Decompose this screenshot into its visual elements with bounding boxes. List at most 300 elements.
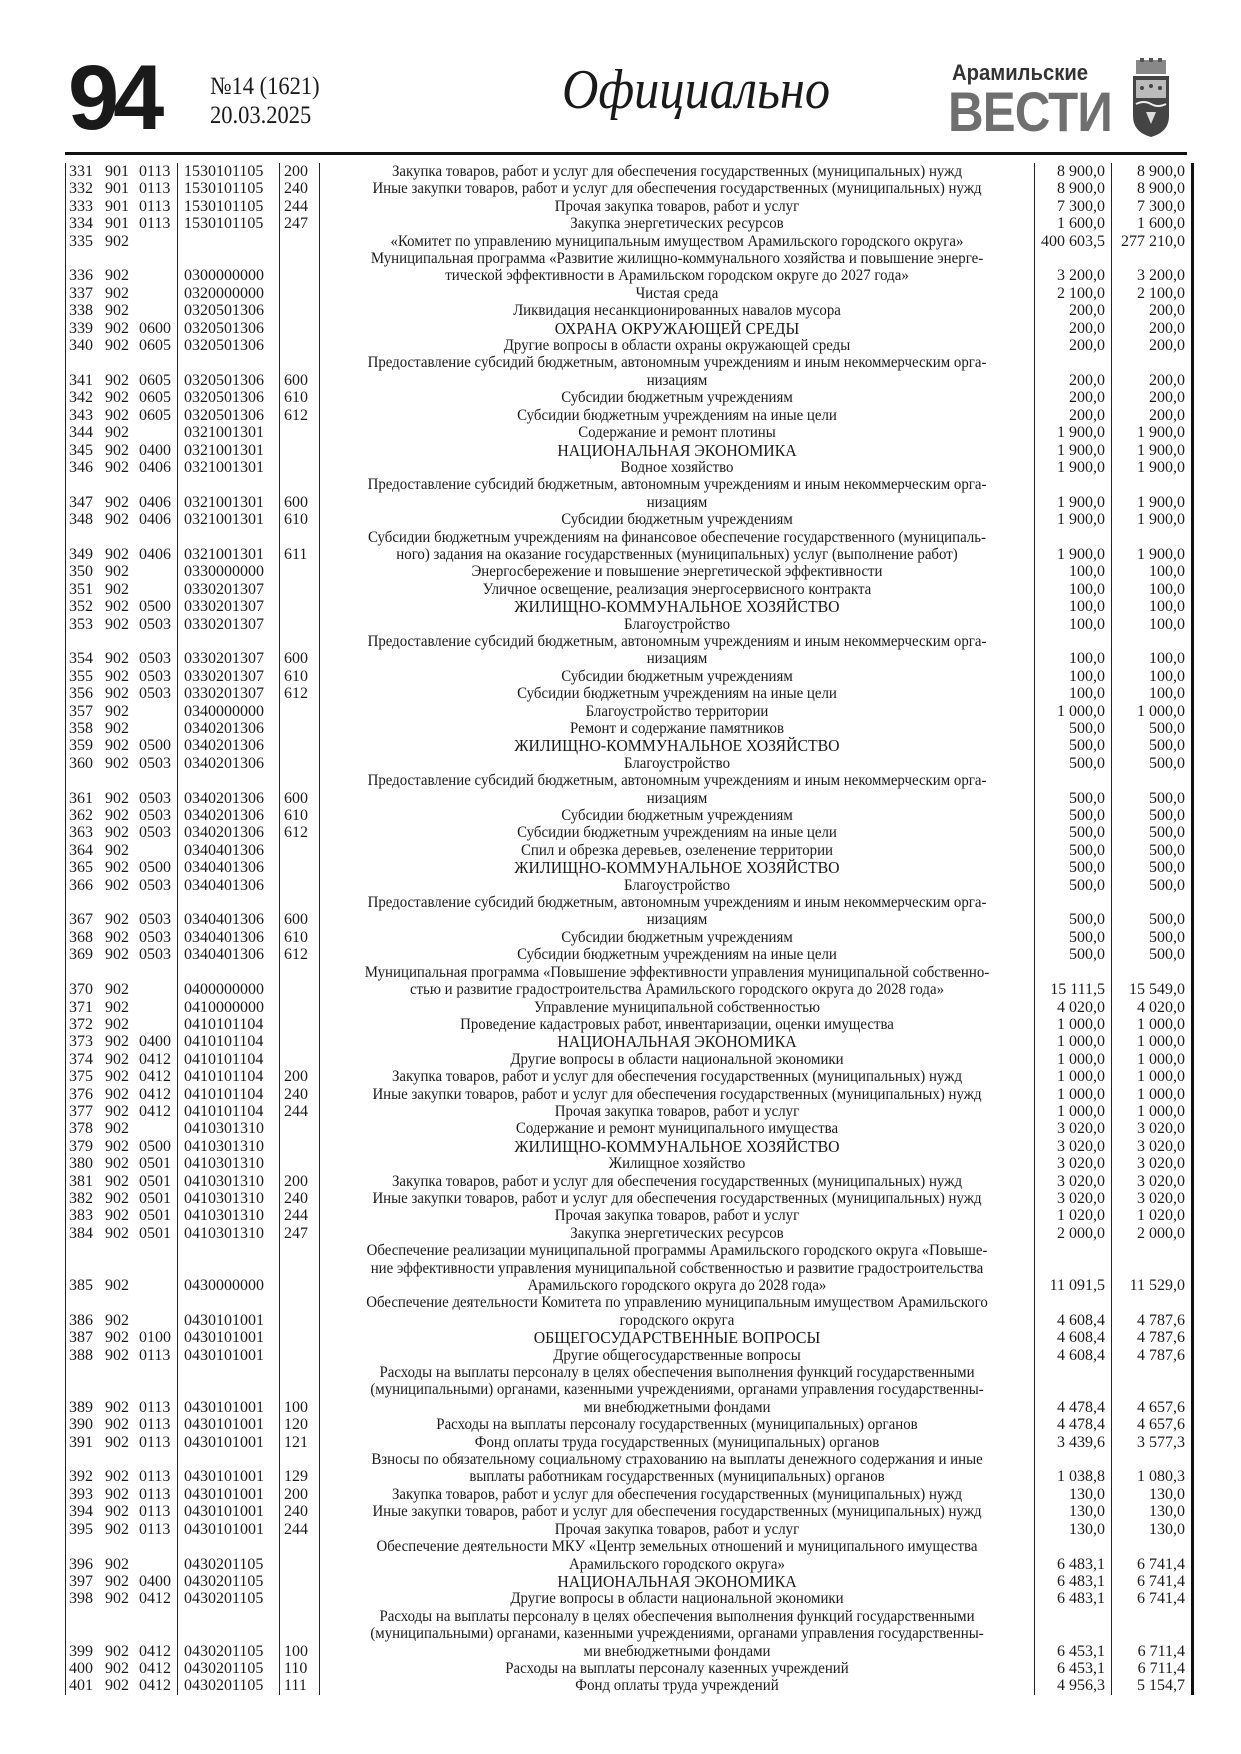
amount-2027-cell — [1112, 1103, 1189, 1120]
amount-year1: 500,0 — [1069, 876, 1105, 894]
row-codes-cell — [66, 424, 178, 441]
table-row — [66, 772, 1191, 807]
row-number: 397 — [69, 1572, 93, 1590]
description-line: Прочая закупка товаров, работ и услуг — [554, 197, 800, 215]
expense-type-cell — [280, 1120, 320, 1137]
row-codes-cell — [66, 859, 178, 876]
amount-2027-cell — [1112, 1016, 1189, 1033]
amount-year1: 1 000,0 — [1057, 1050, 1105, 1068]
amount-2026-cell — [1035, 215, 1112, 232]
description-cell — [320, 1068, 1035, 1085]
target-article-code: 0320501306 — [184, 371, 264, 389]
row-number: 399 — [69, 1642, 93, 1660]
expense-type-cell — [280, 1051, 320, 1068]
expense-type-cell — [280, 999, 320, 1016]
amount-2026-cell — [1035, 1486, 1112, 1503]
amount-2026-cell — [1035, 459, 1112, 476]
amount-year2: 3 577,3 — [1137, 1433, 1185, 1451]
row-number: 382 — [69, 1189, 93, 1207]
row-codes-cell — [66, 442, 178, 459]
amount-year1: 3 020,0 — [1057, 1120, 1105, 1138]
table-row — [66, 807, 1191, 824]
target-article-cell — [178, 598, 280, 615]
expense-type-cell — [280, 1434, 320, 1451]
department-code: 902 — [105, 1068, 129, 1086]
department-code: 902 — [105, 1102, 129, 1120]
department-code: 902 — [105, 232, 129, 250]
row-codes-cell — [66, 233, 178, 250]
expense-type-cell — [280, 616, 320, 633]
amount-year1: 3 020,0 — [1057, 1172, 1105, 1190]
section-code: 0503 — [139, 824, 171, 842]
row-codes-cell — [66, 737, 178, 754]
department-code: 902 — [105, 598, 129, 616]
description-cell — [320, 1120, 1035, 1137]
description-line: Предоставление субсидий бюджетным, автономным учреждениям и иным некоммерческим орга- — [367, 354, 987, 372]
target-article-code: 0430101001 — [184, 1485, 264, 1503]
row-codes-cell — [66, 215, 178, 232]
description-line: Уличное освещение, реализация энергосервисного контракта — [482, 580, 872, 598]
table-row — [66, 1329, 1191, 1346]
row-codes-cell — [66, 894, 178, 929]
row-number: 339 — [69, 319, 93, 337]
target-article-cell — [178, 320, 280, 337]
section-code: 0605 — [139, 389, 171, 407]
expense-type-cell — [280, 442, 320, 459]
amount-year2: 1 020,0 — [1137, 1207, 1185, 1225]
target-article-cell — [178, 250, 280, 285]
expense-type-cell — [280, 529, 320, 564]
table-row — [66, 424, 1191, 441]
description-cell — [320, 894, 1035, 929]
amount-year1: 100,0 — [1069, 598, 1105, 616]
description-line: Субсидии бюджетным учреждениям — [561, 928, 793, 946]
target-article-cell — [178, 1225, 280, 1242]
description-line: ЖИЛИЩНО-КОММУНАЛЬНОЕ ХОЗЯЙСТВО — [514, 598, 840, 616]
table-row — [66, 581, 1191, 598]
amount-year2: 4 657,6 — [1137, 1416, 1185, 1434]
table-row — [66, 337, 1191, 354]
department-code: 902 — [105, 1189, 129, 1207]
target-article-code: 0430101001 — [184, 1311, 264, 1329]
row-number: 343 — [69, 406, 93, 424]
row-codes-cell — [66, 459, 178, 476]
expense-type-cell — [280, 285, 320, 302]
description-cell — [320, 807, 1035, 824]
expense-type-cell — [280, 894, 320, 929]
target-article-code: 0410101104 — [184, 1085, 264, 1103]
target-article-cell — [178, 1677, 280, 1694]
description-line: НАЦИОНАЛЬНАЯ ЭКОНОМИКА — [557, 441, 797, 459]
description-cell — [320, 389, 1035, 406]
amount-year1: 100,0 — [1069, 650, 1105, 668]
department-code: 902 — [105, 1277, 129, 1294]
amount-2026-cell — [1035, 1434, 1112, 1451]
description-cell — [320, 1225, 1035, 1242]
section-code: 0412 — [139, 1659, 171, 1677]
table-row — [66, 1608, 1191, 1660]
amount-year1: 3 020,0 — [1057, 1189, 1105, 1207]
row-codes-cell — [66, 720, 178, 737]
amount-year2: 2 100,0 — [1137, 284, 1185, 302]
row-number: 392 — [69, 1468, 93, 1486]
department-code: 902 — [105, 563, 129, 581]
table-row — [66, 1016, 1191, 1033]
amount-year2: 100,0 — [1149, 667, 1185, 685]
row-number: 342 — [69, 389, 93, 407]
description-line: Фонд оплаты труда учреждений — [575, 1677, 779, 1695]
coat-of-arms-icon — [1130, 58, 1172, 138]
row-codes-cell — [66, 529, 178, 564]
amount-2026-cell — [1035, 1590, 1112, 1607]
section-code: 0501 — [139, 1155, 171, 1173]
target-article-code: 0321001301 — [184, 441, 264, 459]
description-line: Благоустройство — [623, 754, 731, 772]
amount-2026-cell — [1035, 302, 1112, 319]
amount-year2: 1 000,0 — [1137, 1085, 1185, 1103]
row-codes-cell — [66, 1225, 178, 1242]
amount-2026-cell — [1035, 999, 1112, 1016]
section-code: 0503 — [139, 911, 171, 929]
amount-year1: 100,0 — [1069, 563, 1105, 581]
amount-2027-cell — [1112, 1677, 1189, 1694]
expense-type-code: 247 — [284, 215, 308, 233]
table-row — [66, 859, 1191, 876]
target-article-code: 0340000000 — [184, 702, 264, 720]
department-code: 902 — [105, 302, 129, 320]
amount-2026-cell — [1035, 198, 1112, 215]
row-number: 353 — [69, 615, 93, 633]
amount-2026-cell — [1035, 737, 1112, 754]
expense-type-code: 200 — [284, 1068, 308, 1086]
amount-2026-cell — [1035, 877, 1112, 894]
row-number: 333 — [69, 197, 93, 215]
target-article-code: 0430000000 — [184, 1277, 264, 1294]
amount-year1: 4 956,3 — [1057, 1677, 1105, 1695]
target-article-cell — [178, 1503, 280, 1520]
description-cell — [320, 180, 1035, 197]
expense-type-cell — [280, 685, 320, 702]
target-article-code: 0430101001 — [184, 1416, 264, 1434]
amount-2026-cell — [1035, 755, 1112, 772]
amount-2026-cell — [1035, 1190, 1112, 1207]
table-row — [66, 842, 1191, 859]
expense-type-cell — [280, 302, 320, 319]
target-article-cell — [178, 1451, 280, 1486]
table-row — [66, 215, 1191, 232]
department-code: 902 — [105, 493, 129, 511]
amount-year1: 500,0 — [1069, 911, 1105, 929]
section-code: 0503 — [139, 667, 171, 685]
amount-year2: 1 000,0 — [1137, 1050, 1185, 1068]
target-article-code: 0320000000 — [184, 284, 264, 302]
expense-type-cell — [280, 824, 320, 841]
department-code: 902 — [105, 911, 129, 929]
department-code: 902 — [105, 424, 129, 442]
expense-type-cell — [280, 1451, 320, 1486]
expense-type-code: 600 — [284, 911, 308, 929]
row-number: 391 — [69, 1433, 93, 1451]
amount-year2: 4 787,6 — [1137, 1346, 1185, 1364]
amount-year2: 1 000,0 — [1137, 1015, 1185, 1033]
description-cell — [320, 703, 1035, 720]
expense-type-cell — [280, 1225, 320, 1242]
table-row — [66, 1416, 1191, 1433]
table-row — [66, 720, 1191, 737]
amount-2027-cell — [1112, 824, 1189, 841]
row-codes-cell — [66, 1347, 178, 1364]
target-article-code: 0300000000 — [184, 267, 264, 285]
section-code: 0113 — [139, 163, 171, 180]
amount-year2: 100,0 — [1149, 615, 1185, 633]
table-row — [66, 442, 1191, 459]
amount-year2: 200,0 — [1149, 389, 1185, 407]
target-article-cell — [178, 529, 280, 564]
description-line: Расходы на выплаты персоналу в целях обеспечения выполнения функций государственными — [379, 1364, 975, 1382]
description-line: Предоставление субсидий бюджетным, автономным учреждениям и иным некоммерческим орга- — [367, 476, 987, 494]
amount-2027-cell — [1112, 529, 1189, 564]
description-line: НАЦИОНАЛЬНАЯ ЭКОНОМИКА — [557, 1033, 797, 1051]
amount-2027-cell — [1112, 1086, 1189, 1103]
department-code: 902 — [105, 946, 129, 964]
description-line: Содержание и ремонт муниципального имущества — [515, 1120, 839, 1138]
table-row — [66, 354, 1191, 389]
target-article-cell — [178, 877, 280, 894]
table-row — [66, 877, 1191, 894]
description-line: Другие вопросы в области национальной экономики — [510, 1050, 844, 1068]
amount-year2: 1 080,3 — [1137, 1468, 1185, 1486]
section-code: 0400 — [139, 1033, 171, 1051]
row-codes-cell — [66, 685, 178, 702]
description-line: Иные закупки товаров, работ и услуг для обеспечения государственных (муниципальных) нужд — [372, 1503, 982, 1521]
description-cell — [320, 1155, 1035, 1172]
department-code: 902 — [105, 1659, 129, 1677]
target-article-cell — [178, 1120, 280, 1137]
amount-2026-cell — [1035, 807, 1112, 824]
target-article-code: 0321001301 — [184, 458, 264, 476]
table-row — [66, 946, 1191, 963]
expense-type-code: 612 — [284, 685, 308, 703]
table-row — [66, 1294, 1191, 1329]
department-code: 902 — [105, 1120, 129, 1138]
target-article-cell — [178, 737, 280, 754]
table-row — [66, 1503, 1191, 1520]
table-row — [66, 320, 1191, 337]
section-code: 0605 — [139, 406, 171, 424]
target-article-cell — [178, 1486, 280, 1503]
target-article-cell — [178, 163, 280, 180]
amount-2026-cell — [1035, 511, 1112, 528]
department-code: 902 — [105, 1590, 129, 1608]
table-row — [66, 1364, 1191, 1416]
amount-year1: 1 000,0 — [1057, 1085, 1105, 1103]
description-cell — [320, 1016, 1035, 1033]
amount-year1: 1 900,0 — [1057, 493, 1105, 511]
amount-year2: 4 787,6 — [1137, 1311, 1185, 1329]
department-code: 902 — [105, 1346, 129, 1364]
amount-2026-cell — [1035, 616, 1112, 633]
row-number: 367 — [69, 911, 93, 929]
department-code: 902 — [105, 685, 129, 703]
logo-title-top: Арамильские — [952, 60, 1089, 85]
description-cell — [320, 337, 1035, 354]
issue-number: №14 (1621) — [210, 73, 320, 100]
description-cell — [320, 1660, 1035, 1677]
row-codes-cell — [66, 1294, 178, 1329]
target-article-code: 0330201307 — [184, 580, 264, 598]
department-code: 902 — [105, 876, 129, 894]
amount-year1: 500,0 — [1069, 946, 1105, 964]
row-codes-cell — [66, 511, 178, 528]
amount-year1: 500,0 — [1069, 754, 1105, 772]
row-number: 338 — [69, 302, 93, 320]
expense-type-code: 111 — [284, 1677, 307, 1695]
target-article-code: 0410101104 — [184, 1015, 264, 1033]
row-number: 349 — [69, 545, 93, 563]
description-line: Фонд оплаты труда государственных (муниципальных) органов — [474, 1433, 880, 1451]
row-number: 374 — [69, 1050, 93, 1068]
description-line: Арамильского городского округа до 2028 года» — [527, 1277, 827, 1294]
target-article-cell — [178, 1434, 280, 1451]
amount-year2: 500,0 — [1149, 789, 1185, 807]
amount-year1: 400 603,5 — [1041, 232, 1105, 250]
amount-year1: 6 483,1 — [1057, 1590, 1105, 1608]
expense-type-code: 100 — [284, 1642, 308, 1660]
section-code: 0600 — [139, 319, 171, 337]
expense-type-cell — [280, 737, 320, 754]
description-line: Субсидии бюджетным учреждениям на иные цели — [517, 685, 837, 703]
row-number: 371 — [69, 998, 93, 1016]
amount-2026-cell — [1035, 476, 1112, 511]
expense-type-code: 200 — [284, 163, 308, 180]
target-article-cell — [178, 354, 280, 389]
expense-type-code: 244 — [284, 1207, 308, 1225]
amount-year1: 1 020,0 — [1057, 1207, 1105, 1225]
section-code: 0400 — [139, 1572, 171, 1590]
description-cell — [320, 233, 1035, 250]
expense-type-cell — [280, 198, 320, 215]
section-code: 0605 — [139, 371, 171, 389]
amount-year2: 1 900,0 — [1137, 424, 1185, 442]
table-row — [66, 233, 1191, 250]
row-number: 340 — [69, 337, 93, 355]
row-codes-cell — [66, 755, 178, 772]
amount-2027-cell — [1112, 1120, 1189, 1137]
expense-type-cell — [280, 755, 320, 772]
amount-year2: 500,0 — [1149, 946, 1185, 964]
expense-type-code: 244 — [284, 197, 308, 215]
amount-2027-cell — [1112, 1434, 1189, 1451]
amount-year1: 1 000,0 — [1057, 1068, 1105, 1086]
target-article-code: 0321001301 — [184, 511, 264, 529]
target-article-code: 1530101105 — [184, 197, 264, 215]
target-article-cell — [178, 198, 280, 215]
amount-2026-cell — [1035, 1294, 1112, 1329]
description-line: Водное хозяйство — [620, 458, 734, 476]
description-line: Расходы на выплаты персоналу государственных (муниципальных) органов — [436, 1416, 918, 1434]
row-number: 336 — [69, 267, 93, 285]
amount-2026-cell — [1035, 703, 1112, 720]
department-code: 902 — [105, 859, 129, 877]
table-row — [66, 1521, 1191, 1538]
description-line: Чистая среда — [635, 284, 719, 302]
amount-year2: 500,0 — [1149, 911, 1185, 929]
section-code: 0501 — [139, 1189, 171, 1207]
expense-type-code: 240 — [284, 180, 308, 198]
amount-2026-cell — [1035, 407, 1112, 424]
description-cell — [320, 1677, 1035, 1694]
target-article-code: 0330201307 — [184, 685, 264, 703]
target-article-code: 0320501306 — [184, 337, 264, 355]
expense-type-cell — [280, 772, 320, 807]
description-line: Расходы на выплаты персоналу в целях обеспечения выполнения функций государственными — [379, 1607, 975, 1625]
section-code: 0503 — [139, 754, 171, 772]
description-cell — [320, 633, 1035, 668]
amount-year1: 4 020,0 — [1057, 998, 1105, 1016]
row-number: 337 — [69, 284, 93, 302]
expense-type-cell — [280, 877, 320, 894]
table-row — [66, 737, 1191, 754]
amount-year2: 15 549,0 — [1129, 981, 1185, 999]
amount-2026-cell — [1035, 824, 1112, 841]
department-code: 902 — [105, 1015, 129, 1033]
amount-2026-cell — [1035, 389, 1112, 406]
amount-2027-cell — [1112, 668, 1189, 685]
section-code: 0406 — [139, 458, 171, 476]
table-row — [66, 1173, 1191, 1190]
description-cell — [320, 1521, 1035, 1538]
amount-year2: 1 000,0 — [1137, 1068, 1185, 1086]
amount-2027-cell — [1112, 999, 1189, 1016]
description-cell — [320, 1033, 1035, 1050]
amount-2026-cell — [1035, 285, 1112, 302]
target-article-code: 0410301310 — [184, 1224, 264, 1242]
department-code: 902 — [105, 1416, 129, 1434]
amount-2026-cell — [1035, 1207, 1112, 1224]
expense-type-code: 120 — [284, 1416, 308, 1434]
description-cell — [320, 1538, 1035, 1573]
amount-2027-cell — [1112, 1660, 1189, 1677]
amount-2026-cell — [1035, 337, 1112, 354]
amount-2027-cell — [1112, 1033, 1189, 1050]
expense-type-cell — [280, 1190, 320, 1207]
department-code: 902 — [105, 1642, 129, 1660]
department-code: 902 — [105, 1155, 129, 1173]
target-article-cell — [178, 894, 280, 929]
amount-2026-cell — [1035, 1103, 1112, 1120]
table-row — [66, 1033, 1191, 1050]
row-number: 346 — [69, 458, 93, 476]
amount-year2: 6 711,4 — [1137, 1659, 1185, 1677]
row-number: 357 — [69, 702, 93, 720]
target-article-code: 0340201306 — [184, 720, 264, 737]
description-line: Прочая закупка товаров, работ и услуг — [554, 1102, 800, 1120]
amount-2027-cell — [1112, 685, 1189, 702]
row-codes-cell — [66, 1416, 178, 1433]
amount-year2: 100,0 — [1149, 563, 1185, 581]
table-row — [66, 668, 1191, 685]
description-cell — [320, 1347, 1035, 1364]
target-article-cell — [178, 842, 280, 859]
table-row — [66, 999, 1191, 1016]
expense-type-cell — [280, 1033, 320, 1050]
expense-type-cell — [280, 354, 320, 389]
row-codes-cell — [66, 1329, 178, 1346]
amount-2026-cell — [1035, 1364, 1112, 1416]
description-cell — [320, 668, 1035, 685]
amount-year2: 1 600,0 — [1137, 215, 1185, 233]
amount-year1: 8 900,0 — [1057, 180, 1105, 198]
